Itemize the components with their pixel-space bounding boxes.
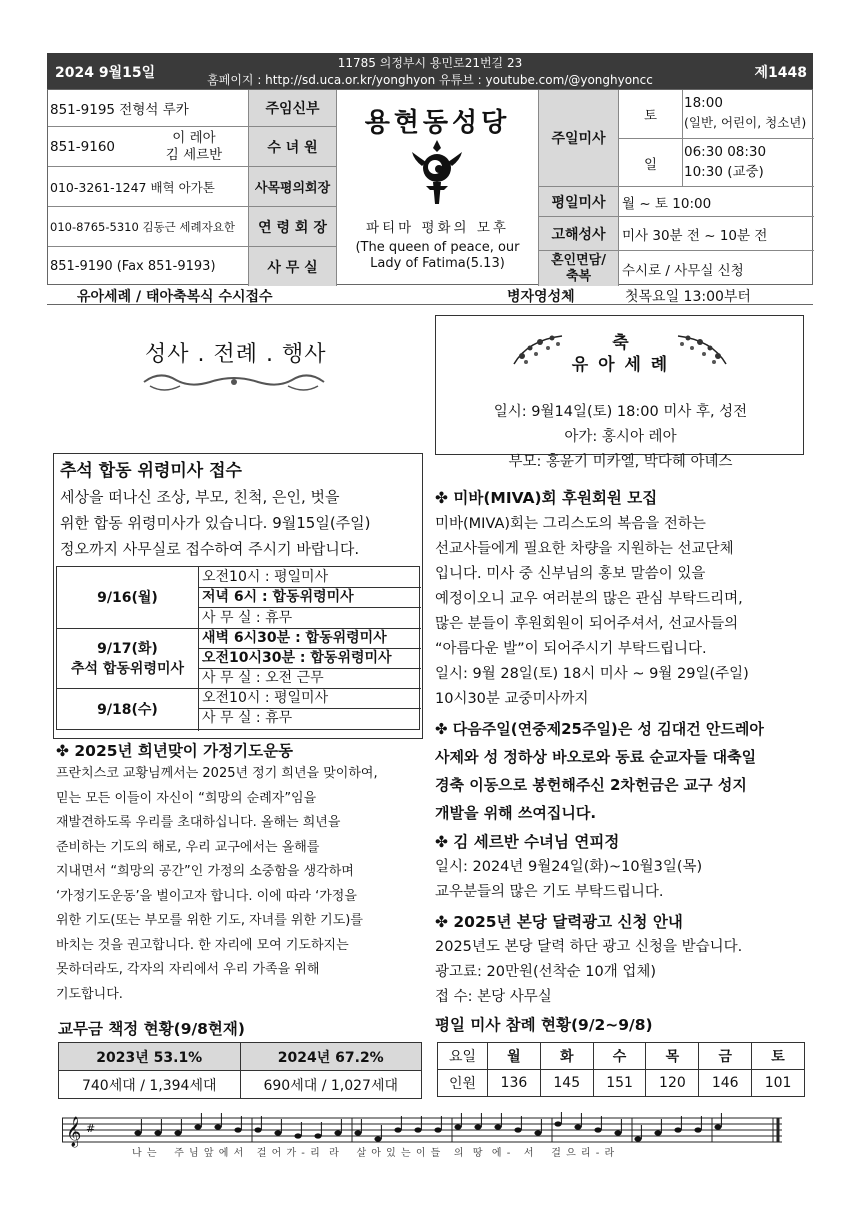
jubilee-line: 지내면서 “희망의 공간”인 가정의 소중함을 생각하며	[56, 864, 354, 879]
attendance-day: 화	[540, 1043, 593, 1070]
schedule-date: 9/16(월)	[57, 567, 199, 628]
attendance-count: 151	[593, 1070, 646, 1097]
schedule-item: 저녁 6시 : 합동위령미사	[202, 589, 354, 605]
miva-title: ✤ 미바(MIVA)회 후원회원 모집	[435, 489, 658, 507]
sunday-early-times: 06:30 08:30	[684, 144, 767, 160]
miva-line: 10시30분 교중미사까지	[435, 691, 589, 707]
attendance-count: 120	[646, 1070, 699, 1097]
second-collection-notice	[435, 715, 810, 827]
memorial-body	[60, 484, 420, 562]
website-line: 홈페이지 : http://sd.uca.or.kr/yonghyon 유튜브 : youtube.com/@yonghyoncc	[207, 73, 653, 87]
note-head	[354, 1130, 361, 1135]
note-head	[314, 1133, 321, 1138]
marriage-label-line2: 축복	[565, 268, 592, 284]
role-council: 사목평의회장	[249, 167, 336, 206]
ornament-divider-icon	[140, 368, 328, 398]
marriage-label	[539, 251, 618, 286]
confession-time: 미사 30분 전 ~ 10분 전	[622, 227, 768, 244]
jubilee-line: 못하더라도, 각자의 자리에서 우리 가족을 위해	[56, 962, 320, 977]
dues-header-2023: 2023년 53.1%	[59, 1043, 241, 1071]
church-name: 용현동성당	[364, 108, 511, 138]
note-head	[414, 1127, 421, 1132]
note-head	[574, 1124, 581, 1129]
sick-communion-time: 첫목요일 13:00부터	[625, 289, 751, 305]
memorial-line: 세상을 떠나신 조상, 부모, 친척, 은인, 벗을	[60, 488, 340, 506]
attendance-day: 토	[752, 1043, 805, 1070]
miva-line: 미바(MIVA)회는 그리스도의 복음을 전하는	[435, 516, 706, 532]
attendance-day: 목	[646, 1043, 699, 1070]
miva-line: “아름다운 발”이 되어주시기 부탁드립니다.	[435, 641, 707, 657]
hymn-lyrics: 나 는 주 님 앞 에 서 걸 어 가 - 리 라 살 아 있 는 이 들 의 땅 에 - 서 걸 으 리 - 라	[132, 1148, 616, 1159]
issue-number: 제1448	[754, 65, 807, 81]
schedule-item: 사 무 실 : 휴무	[202, 710, 293, 726]
sunday-main-time: 10:30 (교중)	[684, 164, 764, 180]
note-head	[334, 1130, 341, 1135]
note-head	[654, 1130, 661, 1135]
calendar-ad-body	[435, 935, 742, 1010]
baptism-baby: 아가: 홍시아 레아	[564, 429, 677, 445]
jubilee-line: 믿는 모든 이들이 자신이 “희망의 순례자”임을	[56, 790, 317, 806]
jubilee-line: 프란치스코 교황님께서는 2025년 정기 희년을 맞이하여,	[56, 766, 378, 781]
jubilee-title: ✤ 2025년 희년맞이 가정기도운동	[56, 742, 294, 760]
attendance-day: 금	[699, 1043, 752, 1070]
baptism-title-1: 축	[612, 333, 629, 353]
note-head	[694, 1127, 701, 1132]
role-office: 사 무 실	[249, 247, 336, 286]
schedule-item: 사 무 실 : 휴무	[202, 610, 293, 626]
note-head	[234, 1127, 241, 1132]
schedule-item: 오전10시 : 평일미사	[202, 690, 329, 706]
church-emblem-icon	[408, 138, 466, 208]
jubilee-line: 기도합니다.	[56, 986, 123, 1002]
note-head	[554, 1121, 561, 1126]
note-head	[614, 1130, 621, 1135]
sister-name-2: 김 세르반	[165, 147, 223, 163]
patron-english	[337, 240, 538, 272]
jubilee-body	[56, 762, 426, 1007]
collection-line: 사제와 성 정하상 바오로와 동료 순교자들 대축일	[435, 748, 757, 766]
patron-name: 파티마 평화의 모후	[366, 220, 509, 236]
sister-retreat-body	[435, 855, 702, 905]
baptism-parents: 부모: 홍윤기 미카엘, 박다헤 아녜스	[508, 454, 733, 470]
attendance-day: 월	[488, 1043, 541, 1070]
attendance-label-day: 요일	[438, 1043, 488, 1070]
note-head	[634, 1136, 641, 1141]
sunday-times	[684, 142, 814, 182]
memorial-line: 위한 합동 위령미사가 있습니다. 9월15일(주일)	[60, 514, 371, 532]
jubilee-line: 준비하는 기도의 해로, 우리 교구에서는 올해를	[56, 839, 320, 855]
sick-communion-label: 병자영성체	[507, 289, 575, 305]
church-address: 11785 의정부시 용민로21번길 23	[337, 56, 523, 70]
note-head	[154, 1130, 161, 1135]
jubilee-line: 위한 기도(또는 부모를 위한 기도, 자녀를 위한 기도)를	[56, 913, 363, 928]
contact-funeral: 010-8765-5310 김동근 세례자요한	[50, 219, 235, 234]
note-head	[434, 1127, 441, 1132]
calendar-ad-line: 2025년도 본당 달력 하단 광고 신청을 받습니다.	[435, 939, 743, 955]
attendance-count: 146	[699, 1070, 752, 1097]
calendar-ad-title: ✤ 2025년 본당 달력광고 신청 안내	[435, 913, 683, 931]
infant-baptism-box	[435, 315, 804, 470]
sharp-icon: #	[86, 1122, 96, 1135]
note-head	[294, 1133, 301, 1138]
schedule-item: 사 무 실 : 오전 근무	[202, 670, 324, 686]
dues-header-2024: 2024년 67.2%	[240, 1043, 422, 1071]
contact-council: 010-3261-1247 배혁 아가톤	[50, 179, 215, 195]
note-head	[534, 1130, 541, 1135]
schedule-item: 오전10시 : 평일미사	[202, 569, 329, 585]
note-head	[714, 1124, 721, 1129]
section-title: 성사 . 전례 . 행사	[145, 342, 327, 367]
memorial-line: 정오까지 사무실로 접수하여 주시기 바랍니다.	[60, 540, 360, 558]
sunday-label: 일	[643, 156, 658, 173]
sister-retreat-request: 교우분들의 많은 기도 부탁드립니다.	[435, 884, 664, 900]
sacrament-strip	[47, 285, 813, 305]
note-head	[254, 1127, 261, 1132]
schedule-date: 9/17(화)	[97, 640, 158, 657]
miva-body	[435, 512, 810, 712]
baptism-details	[436, 400, 805, 475]
attendance-count: 145	[540, 1070, 593, 1097]
schedule-date-note: 추석 합동위령미사	[70, 660, 185, 677]
chuseok-schedule-table	[56, 566, 420, 730]
weekday-mass-time: 월 ~ 토 10:00	[622, 195, 712, 212]
baptism-title-2: 유 아 세 례	[571, 355, 670, 375]
attendance-table	[437, 1042, 805, 1097]
confession-label: 고해성사	[539, 217, 618, 250]
note-head	[454, 1124, 461, 1129]
miva-line: 일시: 9월 28일(토) 18시 미사 ~ 9월 29일(주일)	[435, 666, 749, 682]
schedule-item: 오전10시30분 : 합동위령미사	[202, 650, 392, 666]
note-head	[674, 1127, 681, 1132]
memorial-mass-notice	[53, 453, 423, 739]
dues-value-2024: 690세대 / 1,027세대	[240, 1071, 422, 1099]
schedule-date: 9/18(수)	[57, 689, 199, 731]
dues-title: 교무금 책정 현황(9/8현재)	[58, 1020, 245, 1038]
contact-convent-phone: 851-9160	[50, 138, 115, 155]
memorial-title: 추석 합동 위령미사 접수	[60, 461, 242, 481]
patron-english-line2: Lady of Fatima(5.13)	[370, 256, 505, 271]
miva-line: 예정이오니 교우 여러분의 많은 관심 부탁드리며,	[435, 591, 743, 607]
collection-line: ✤ 다음주일(연중제25주일)은 성 김대건 안드레아	[435, 720, 764, 738]
saturday-times	[684, 93, 814, 133]
note-head	[134, 1130, 141, 1135]
jubilee-line: 재발견하도록 우리를 초대하십니다. 올해는 희년을	[56, 815, 341, 830]
sister-retreat-date: 일시: 2024년 9월24일(화)~10월3일(목)	[435, 859, 703, 875]
jubilee-line: ‘가정기도운동’을 벌이고자 합니다. 이에 따라 ‘가정을	[56, 888, 357, 904]
contact-convent-names	[144, 130, 244, 164]
miva-line: 입니다. 미사 중 신부님의 홍보 말씀이 있을	[435, 566, 706, 582]
masthead-bar	[47, 53, 813, 89]
calendar-ad-fee: 광고료: 20만원(선착순 10개 업체)	[435, 964, 657, 980]
note-head	[514, 1127, 521, 1132]
calendar-ad-contact: 접 수: 본당 사무실	[435, 989, 552, 1005]
saturday-label: 토	[643, 108, 658, 124]
role-funeral: 연 령 회 장	[249, 207, 336, 246]
saturday-time: 18:00	[684, 95, 723, 111]
note-head	[194, 1124, 201, 1129]
schedule-item: 새벽 6시30분 : 합동위령미사	[202, 630, 387, 646]
attendance-count: 136	[488, 1070, 541, 1097]
infant-baptism-note: 유아세례 / 태아축복식 수시접수	[77, 289, 273, 305]
jubilee-line: 바치는 것을 권고합니다. 한 자리에 모여 기도하지는	[56, 937, 349, 953]
treble-clef-icon: 𝄞	[66, 1117, 82, 1147]
miva-line: 많은 분들이 후원회원이 되어주셔서, 선교사들의	[435, 616, 739, 632]
saturday-note: (일반, 어린이, 청소년)	[684, 115, 807, 130]
sister-name-1: 이 레아	[172, 130, 216, 146]
bulletin-date: 2024 9월15일	[55, 65, 156, 81]
note-head	[374, 1136, 381, 1141]
attendance-count: 101	[752, 1070, 805, 1097]
note-head	[274, 1130, 281, 1135]
collection-line: 개발을 위해 쓰여집니다.	[435, 804, 597, 822]
contact-table	[47, 89, 813, 285]
hymn-notes	[134, 1112, 721, 1142]
attendance-label-count: 인원	[438, 1070, 488, 1097]
hymn-music-staff	[62, 1112, 782, 1148]
sister-retreat-title: ✤ 김 세르반 수녀님 연피정	[435, 833, 620, 851]
patron-english-line1: (The queen of peace, our	[355, 240, 520, 255]
note-head	[174, 1130, 181, 1135]
dues-table	[58, 1042, 422, 1099]
collection-line: 경축 이동으로 봉헌해주신 2차헌금은 교구 성지	[435, 776, 747, 794]
note-head	[494, 1124, 501, 1129]
attendance-title: 평일 미사 참례 현황(9/2~9/8)	[435, 1016, 653, 1034]
role-pastor: 주임신부	[249, 90, 336, 126]
marriage-label-line1: 혼인면담/	[551, 252, 606, 268]
baptism-when: 일시: 9월14일(토) 18:00 미사 후, 성전	[493, 404, 748, 420]
marriage-info: 수시로 / 사무실 신청	[622, 262, 744, 279]
weekday-mass-label: 평일미사	[539, 187, 618, 216]
note-head	[474, 1124, 481, 1129]
sunday-mass-label: 주일미사	[539, 90, 618, 186]
contact-office: 851-9190 (Fax 851-9193)	[50, 259, 216, 274]
dues-value-2023: 740세대 / 1,394세대	[59, 1071, 241, 1099]
role-convent: 수 녀 원	[249, 127, 336, 166]
note-head	[594, 1127, 601, 1132]
schedule-date-chuseok	[57, 629, 199, 688]
note-head	[214, 1124, 221, 1129]
miva-line: 선교사들에게 필요한 차량을 지원하는 선교단체	[435, 541, 734, 557]
contact-pastor: 851-9195 전형석 루카	[50, 102, 189, 118]
attendance-day: 수	[593, 1043, 646, 1070]
note-head	[394, 1127, 401, 1132]
